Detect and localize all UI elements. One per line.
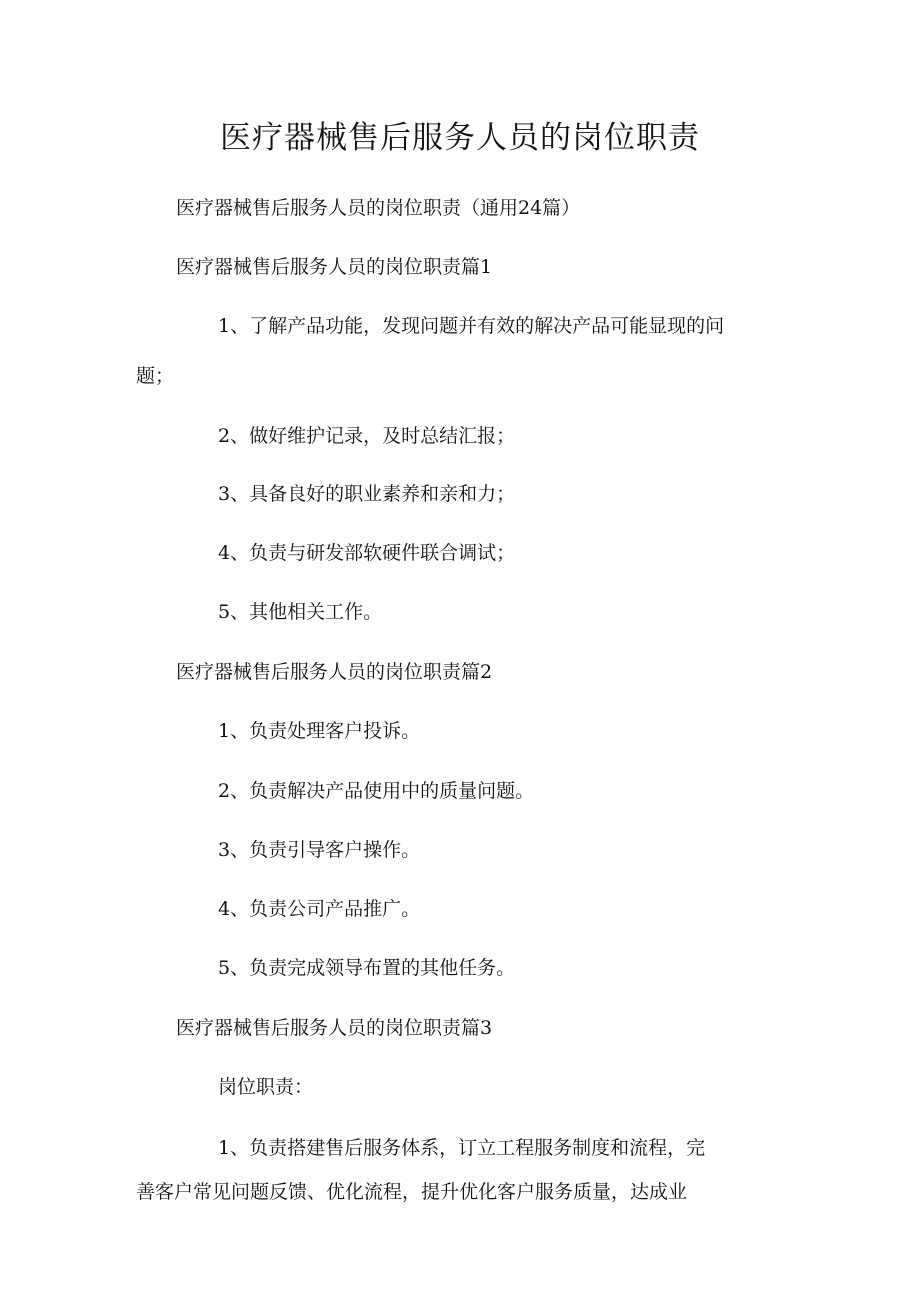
section-heading-3: 医疗器械售后服务人员的岗位职责篇3 bbox=[176, 1017, 493, 1039]
list-item-continuation: 题； bbox=[136, 365, 175, 387]
list-item: 4、负责与研发部软硬件联合调试； bbox=[218, 542, 516, 564]
list-item-continuation: 善客户常见问题反馈、优化流程，提升优化客户服务质量，达成业 bbox=[136, 1181, 688, 1203]
list-item: 4、负责公司产品推广。 bbox=[218, 898, 421, 920]
document-title: 医疗器械售后服务人员的岗位职责 bbox=[220, 120, 700, 156]
section-heading-2: 医疗器械售后服务人员的岗位职责篇2 bbox=[176, 661, 493, 683]
subsection-label: 岗位职责： bbox=[218, 1076, 314, 1098]
list-item: 2、做好维护记录，及时总结汇报； bbox=[218, 425, 516, 447]
list-item: 2、负责解决产品使用中的质量问题。 bbox=[218, 780, 535, 802]
section-heading-1: 医疗器械售后服务人员的岗位职责篇1 bbox=[176, 256, 493, 278]
list-item: 5、负责完成领导布置的其他任务。 bbox=[218, 957, 516, 979]
list-item: 5、其他相关工作。 bbox=[218, 601, 383, 623]
list-item: 1、负责处理客户投诉。 bbox=[218, 720, 421, 742]
list-item: 1、负责搭建售后服务体系，订立工程服务制度和流程，完 bbox=[218, 1137, 706, 1159]
list-item: 3、负责引导客户操作。 bbox=[218, 839, 421, 861]
document-subtitle: 医疗器械售后服务人员的岗位职责（通用24篇） bbox=[176, 197, 581, 219]
list-item: 3、具备良好的职业素养和亲和力； bbox=[218, 483, 516, 505]
list-item: 1、了解产品功能，发现问题并有效的解决产品可能显现的问 bbox=[218, 315, 725, 337]
